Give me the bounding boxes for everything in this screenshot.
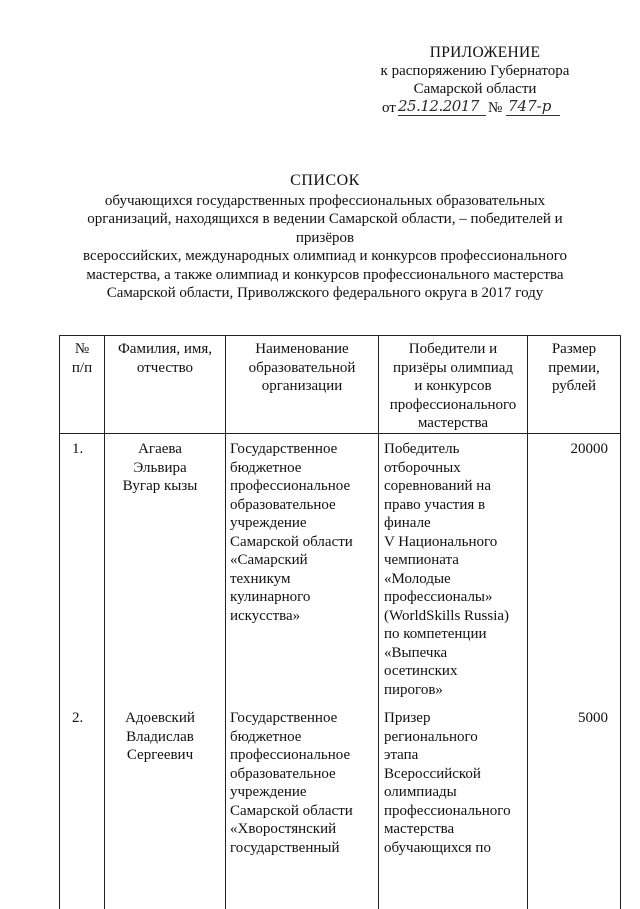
table-border: [527, 335, 528, 909]
header-num: [60, 340, 104, 377]
row-prize: 5000: [578, 710, 608, 726]
row-organization: [230, 440, 378, 625]
row-achievement: [384, 440, 527, 699]
org-line: учреждение: [230, 515, 307, 531]
row-full-name: [105, 709, 215, 765]
order-date-number-line: [360, 98, 590, 118]
achievement-line: Всероссийской: [384, 765, 481, 782]
table-border: [59, 335, 621, 336]
org-line: Самарской области: [230, 533, 353, 550]
appendix-line-2: Самарской области: [413, 81, 537, 97]
row-full-name: [105, 440, 215, 496]
list-title: СПИСОК: [290, 172, 360, 189]
org-line: профессиональное: [230, 747, 351, 763]
achievement-line: пирогов»: [384, 681, 443, 698]
header-organization: [226, 340, 378, 396]
achievement-line: «Молодые: [384, 570, 451, 587]
achievement-line: олимпиады: [384, 784, 457, 800]
header-text: мастерства: [417, 415, 489, 431]
achievement-line: V Национального: [384, 533, 498, 550]
achievement-line: регионального: [384, 728, 478, 745]
achievement-line: осетинских: [384, 663, 458, 679]
org-line: бюджетное: [230, 728, 302, 745]
name-line: Эльвира: [133, 459, 187, 476]
achievement-line: этапа: [384, 747, 419, 763]
header-name: [105, 340, 225, 377]
achievement-line: «Выпечка: [384, 644, 448, 661]
achievement-line: профессионального: [384, 802, 511, 819]
heading-line-1: обучающихся государственных профессиональных образовательных: [104, 192, 546, 209]
table-border: [620, 335, 621, 909]
org-line: техникум: [230, 570, 291, 587]
header-text: организации: [261, 378, 343, 394]
header-winners: [379, 340, 527, 433]
row-prize: 20000: [570, 441, 608, 457]
header-text: №: [74, 341, 90, 357]
appendix-line-1: к распоряжению Губернатора: [380, 63, 570, 79]
name-line: Сергеевич: [126, 747, 194, 763]
row-number: 2.: [72, 710, 84, 726]
org-line: «Хворостянский: [230, 821, 337, 837]
header-text: и конкурсов: [414, 378, 492, 394]
from-label: от: [382, 100, 396, 116]
achievement-line: право участия в: [384, 496, 486, 513]
heading-line-3: всероссийских, международных олимпиад и конкурсов профессионального: [83, 248, 567, 264]
recipients-table: [59, 335, 621, 905]
achievement-line: Победитель: [384, 441, 460, 457]
header-text: Фамилия, имя,: [117, 341, 213, 357]
table-border: [59, 433, 621, 434]
header-prize: [528, 340, 620, 396]
order-date: 25.12.2017: [398, 97, 479, 115]
name-line: Агаева: [138, 441, 182, 457]
org-line: государственный: [230, 839, 340, 856]
row-organization: [230, 709, 378, 857]
header-text: образовательной: [248, 359, 356, 376]
org-line: профессиональное: [230, 478, 351, 494]
achievement-line: Призер: [384, 710, 431, 726]
org-line: Государственное: [230, 441, 338, 457]
achievement-line: соревнований на: [384, 478, 491, 494]
achievement-line: по компетенции: [384, 626, 487, 642]
number-sign: №: [488, 100, 503, 116]
list-heading: [60, 172, 590, 303]
org-line: «Самарский: [230, 552, 308, 568]
org-line: бюджетное: [230, 459, 302, 476]
name-line: Адоевский: [125, 710, 195, 726]
table-border: [225, 335, 226, 909]
table-border: [104, 335, 105, 909]
achievement-line: обучающихся по: [384, 839, 491, 856]
header-text: профессионального: [389, 396, 517, 413]
achievement-line: чемпионата: [384, 552, 459, 568]
table-border: [59, 335, 60, 909]
header-text: рублей: [551, 378, 597, 394]
appendix-title: ПРИЛОЖЕНИЕ: [429, 44, 541, 61]
achievement-line: отборочных: [384, 459, 461, 476]
org-line: Самарской области: [230, 802, 353, 819]
org-line: образовательное: [230, 496, 336, 513]
row-achievement: [384, 709, 527, 857]
header-text: п/п: [71, 359, 93, 376]
achievement-line: (WorldSkills Russia): [384, 607, 510, 624]
header-text: премии,: [548, 359, 600, 376]
org-line: Государственное: [230, 710, 338, 726]
date-underline: [398, 115, 486, 116]
org-line: искусства»: [230, 607, 301, 624]
header-text: отчество: [136, 359, 194, 376]
appendix-block: [360, 44, 590, 118]
header-text: Размер: [551, 341, 597, 357]
order-number: 747-р: [508, 97, 552, 115]
row-number: 1.: [72, 441, 84, 457]
header-text: Наименование: [255, 341, 349, 357]
name-line: Вугар кызы: [122, 478, 198, 494]
org-line: кулинарного: [230, 589, 311, 605]
achievement-line: профессионалы»: [384, 589, 493, 605]
heading-line-2: организаций, находящихся в ведении Самарской области, – победителей и призёров: [87, 211, 563, 246]
heading-line-5: Самарской области, Приволжского федерального округа в 2017 году: [106, 285, 544, 301]
achievement-line: финале: [384, 515, 431, 531]
org-line: учреждение: [230, 784, 307, 800]
number-underline: [506, 115, 560, 116]
name-line: Владислав: [126, 728, 194, 745]
org-line: образовательное: [230, 765, 336, 782]
header-text: Победители и: [408, 341, 498, 357]
heading-line-4: мастерства, а также олимпиад и конкурсов профессионального мастерства: [86, 266, 564, 283]
header-text: призёры олимпиад: [392, 359, 514, 376]
achievement-line: мастерства: [384, 821, 455, 837]
